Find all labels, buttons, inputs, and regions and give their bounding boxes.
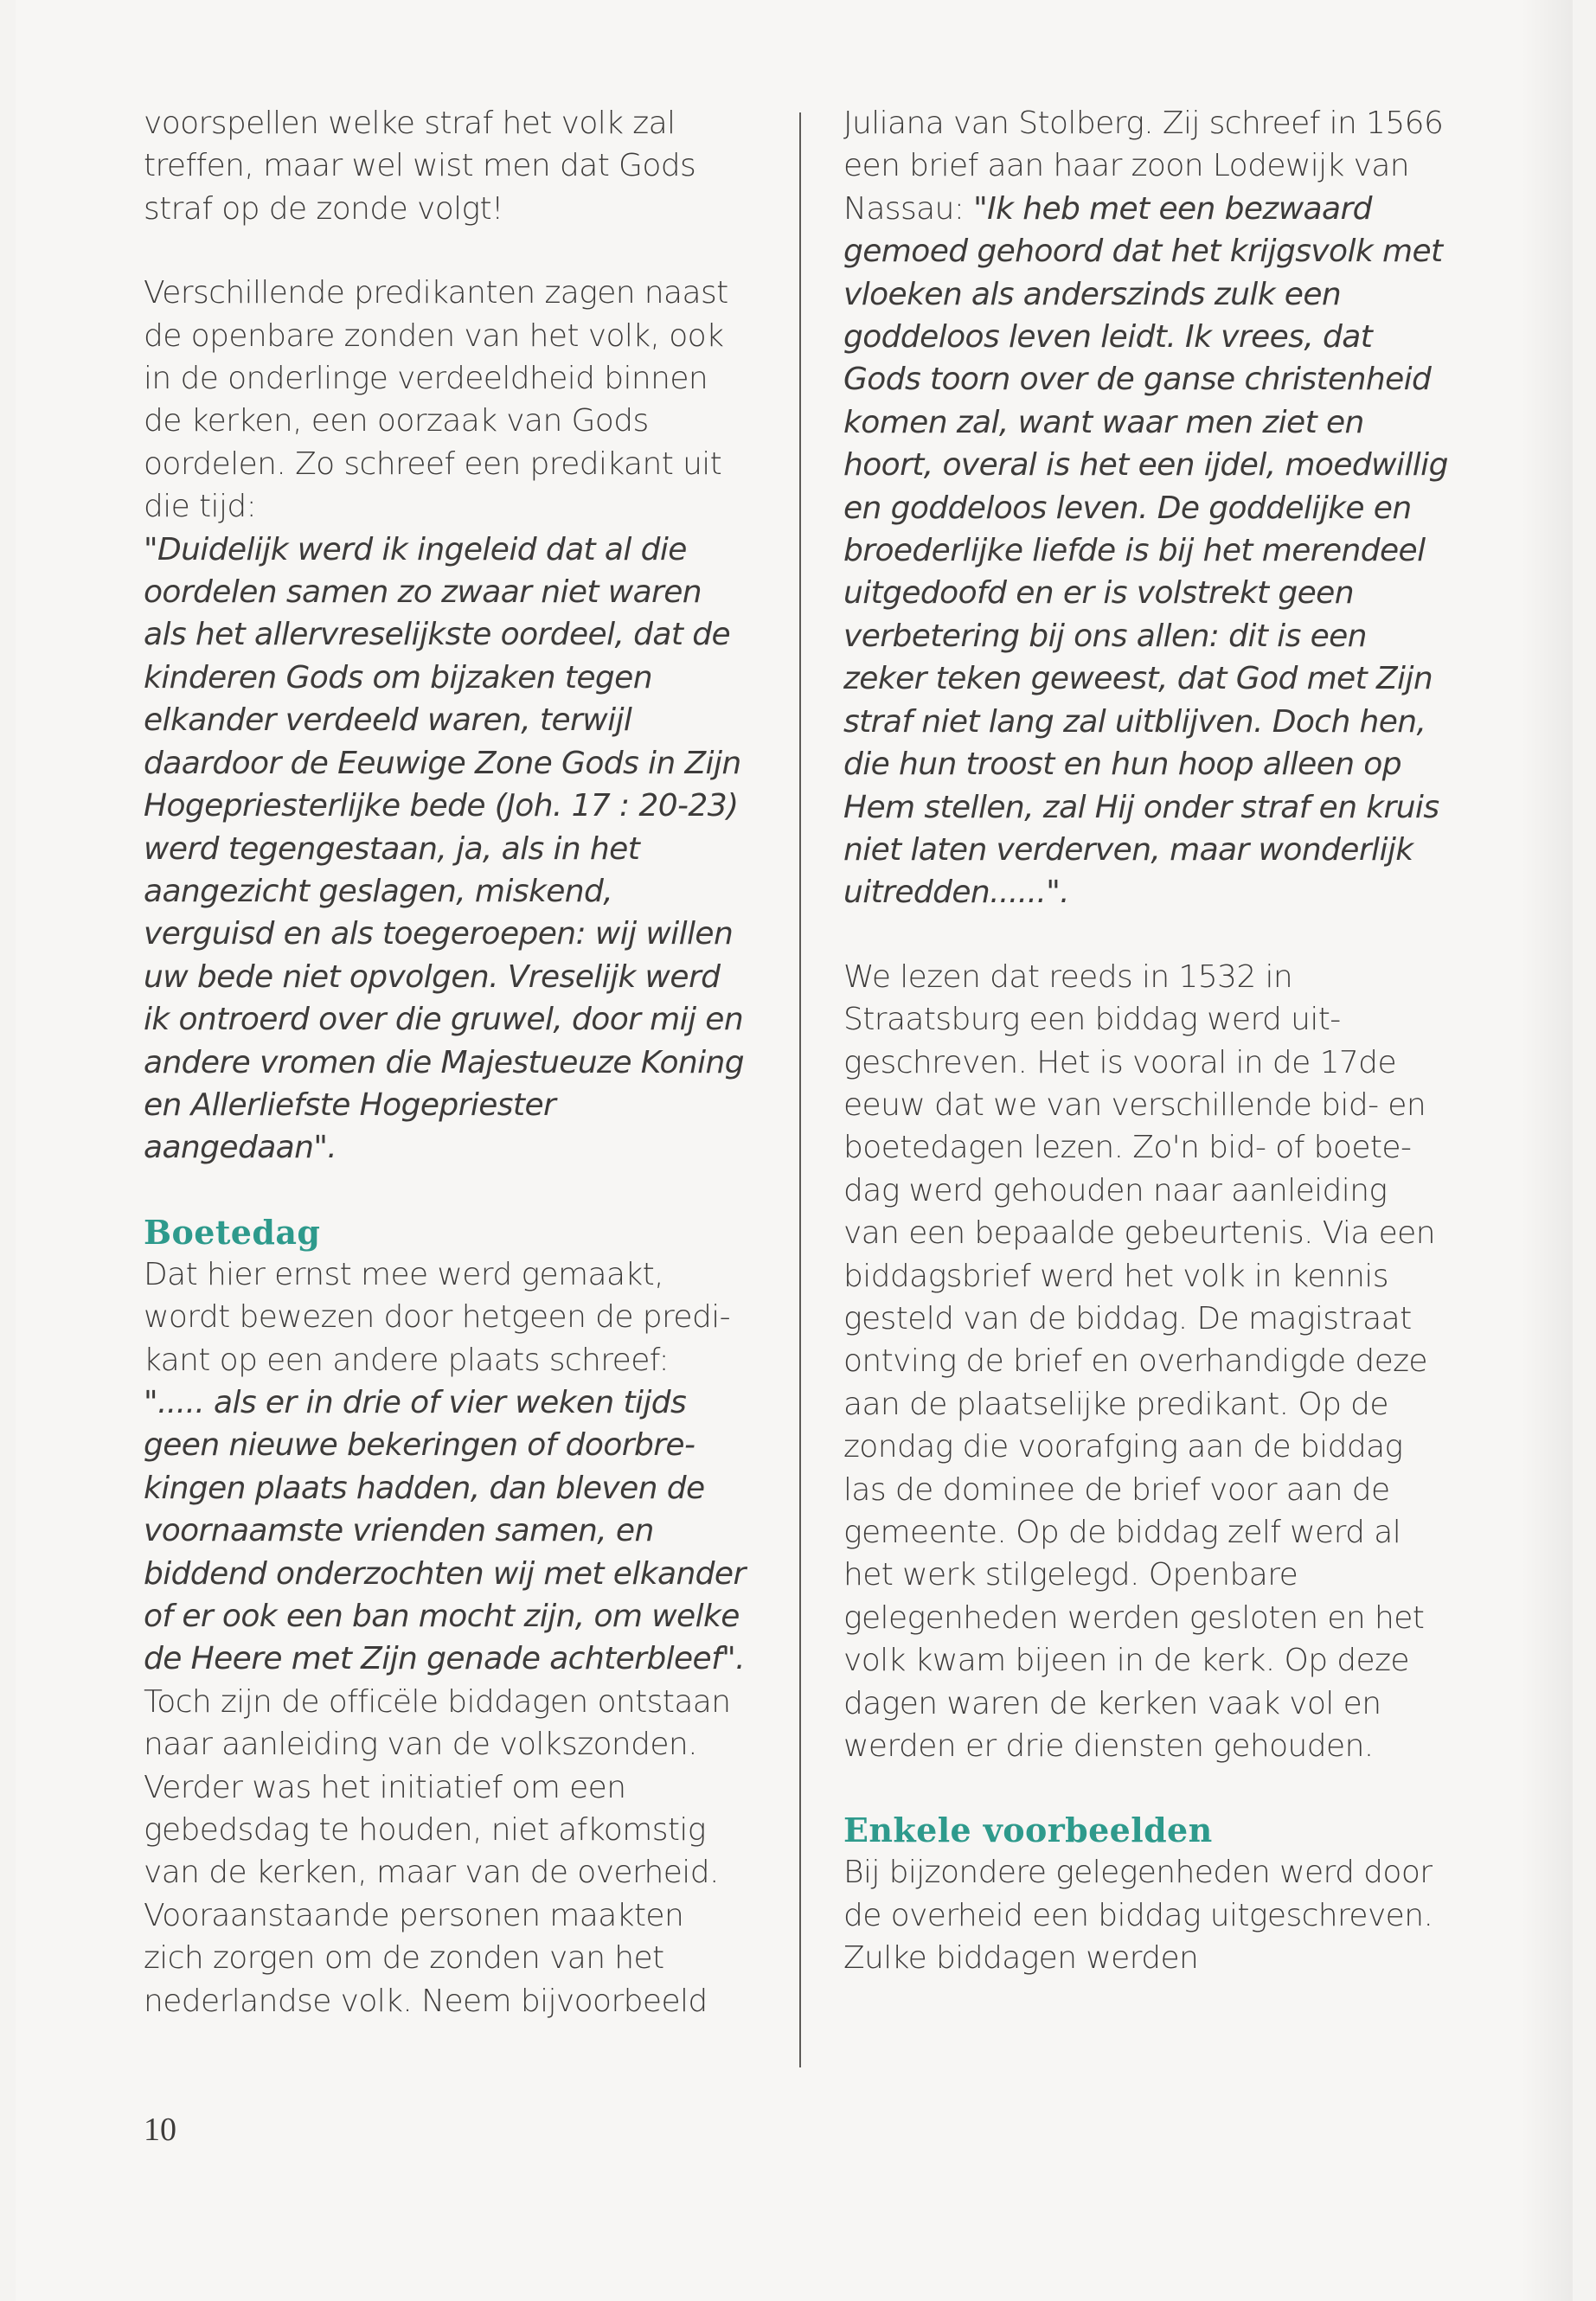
page-number: 10: [144, 2112, 176, 2148]
left-paragraph-2: [144, 272, 749, 1170]
right-quote-1: "Ik heb met een bezwaard gemoed gehoord dat het krijgsvolk met vloeken als anderszinds zulk een goddeloos leven leidt. Ik vrees, dat Gods toorn over de ganse christenheid komen zal, want waar men ziet en hoort, overal is het een ijdel, moedwillig en goddeloos leven. De goddelijke en broederlijke liefde is bij het merendeel uitgedoofd en er is volstrekt geen verbetering bij ons allen: dit is een zeker teken geweest, dat God met Zijn straf niet lang zal uitblijven. Doch hen, die hun troost en hun hoop alleen op Hem stellen, zal Hij onder straf en kruis niet laten verderven, maar wonderlijk uitredden......".: [843, 190, 1448, 911]
heading-boetedag: Boetedag: [144, 1212, 321, 1252]
left-quote-2: "..... als er in drie of vier weken tijds geen nieuwe bekeringen of doorbrekingen plaats hadden, dan bleven de voornaamste vrienden samen, en biddend onderzochten wij met elkander of er ook een ban mocht zijn, om welke de Heere met Zijn genade achterbleef".: [144, 1384, 746, 1677]
page-edge-shadow: [1521, 0, 1573, 2301]
right-paragraph-3: Bij bijzondere gelegenheden werd door de overheid een biddag uitgeschreven. Zulke biddagen werden: [843, 1855, 1433, 1977]
left-paragraph-1: voorspellen welke straf het volk zal treffen, maar wel wist men dat Gods straf op de zonde volgt!: [144, 106, 696, 227]
right-column: [843, 102, 1449, 1980]
left-quote-1: "Duidelijk werd ik ingeleid dat al die oordelen samen zo zwaar niet waren als het allervreselijkste oordeel, dat de kinderen Gods om bijzaken tegen elkander verdeeld waren, terwijl daardoor de Eeuwige Zone Gods in Zijn Hogepriesterlijke bede (Joh. 17 : 20-23) werd tegengestaan, ja, als in het aangezicht geslagen, miskend, verguisd en als toegeroepen: wij willen uw bede niet opvolgen. Vreselijk werd ik ontroerd over die gruwel, door mij en andere vromen die Majestueuze Koning en Allerliefste Hogepriester aangedaan".: [144, 531, 744, 1166]
left-paragraph-3: [144, 1253, 749, 2022]
right-paragraph-1-text: Juliana van Stolberg. Zij schreef in 1566 een brief aan haar zoon Lodewijk van Nassau:: [843, 106, 1444, 227]
right-paragraph-1: [843, 102, 1449, 914]
page: [16, 0, 1573, 2301]
heading-enkele-voorbeelden: Enkele voorbeelden: [843, 1811, 1213, 1850]
left-column: [144, 102, 749, 2022]
right-paragraph-2: We lezen dat reeds in 1532 in Straatsburg een biddag werd uitgeschreven. Het is vooral in de 17de eeuw dat we van verschillende bid- en boetedagen lezen. Zo'n bid- of boetedag werd gehouden naar aanleiding van een bepaalde gebeurtenis. Via een biddagsbrief werd het volk in kennis gesteld van de biddag. De magistraat ontving de brief en overhandigde deze aan de plaatselijke predikant. Op de zondag die voorafging aan de biddag las de dominee de brief voor aan de gemeente. Op de biddag zelf werd al het werk stilgelegd. Openbare gelegenheden werden gesloten en het volk kwam bijeen in de kerk. Op deze dagen waren de kerken vaak vol en werden er drie diensten gehouden.: [843, 958, 1435, 1765]
column-divider: [799, 112, 801, 2067]
left-paragraph-2-text: Verschillende predikanten zagen naast de openbare zonden van het volk, ook in de onderlinge verdeeldheid binnen de kerken, een oorzaak van Gods oordelen. Zo schreef een predikant uit die tijd:: [144, 275, 728, 525]
left-paragraph-3-rest: Toch zijn de officële biddagen ontstaan naar aanleiding van de volkszonden. Verder was het initiatief om een gebedsdag te houden, niet afkomstig van de kerken, maar van de overheid. Vooraanstaande personen maakten zich zorgen om de zonden van het nederlandse volk. Neem bijvoorbeeld: [144, 1683, 731, 2019]
left-paragraph-3-text: Dat hier ernst mee werd gemaakt, wordt bewezen door hetgeen de predikant op een andere plaats schreef:: [144, 1256, 731, 1378]
